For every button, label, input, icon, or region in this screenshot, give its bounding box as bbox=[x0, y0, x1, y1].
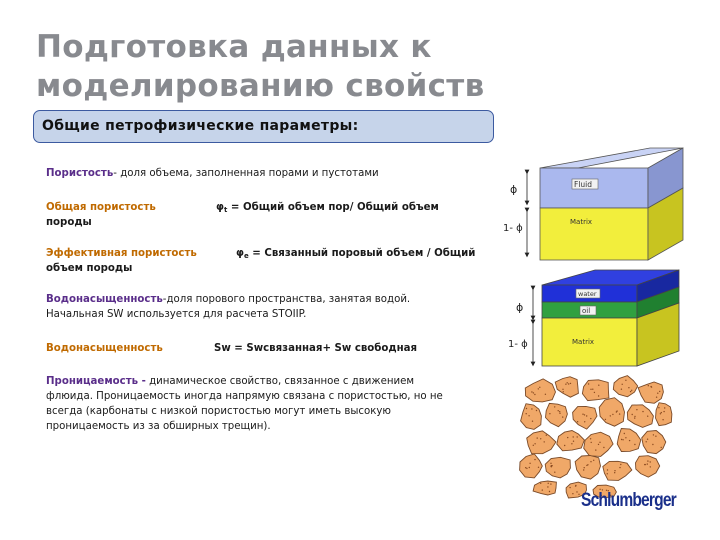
grain-speckle bbox=[559, 411, 560, 412]
grain-speckle bbox=[526, 408, 527, 409]
grain-speckle bbox=[591, 442, 592, 443]
grain-speckle bbox=[540, 483, 541, 484]
rock-grain bbox=[573, 406, 597, 429]
grain-speckle bbox=[658, 407, 659, 408]
grain-speckle bbox=[647, 463, 648, 464]
grain-speckle bbox=[603, 447, 604, 448]
grain-speckle bbox=[650, 466, 651, 467]
permeability-line: проницаемость из за обширных трещин). bbox=[46, 421, 271, 432]
grain-speckle bbox=[533, 392, 534, 393]
grain-speckle bbox=[529, 467, 530, 468]
grain-speckle bbox=[577, 421, 578, 422]
rock-grain bbox=[575, 456, 600, 480]
grain-speckle bbox=[567, 437, 568, 438]
phi-subscript: e bbox=[243, 252, 249, 260]
grain-speckle bbox=[577, 436, 578, 437]
rock-grain bbox=[555, 377, 578, 398]
grain-speckle bbox=[570, 383, 571, 384]
grain-speckle bbox=[620, 464, 621, 465]
grain-speckle bbox=[657, 393, 658, 394]
grain-speckle bbox=[534, 443, 535, 444]
grain-speckle bbox=[595, 449, 596, 450]
permeability-line: флюида. Проницаемость иногда напрямую связана с пористостью, но не bbox=[46, 391, 443, 402]
grain-speckle bbox=[584, 414, 585, 415]
grain-speckle bbox=[583, 469, 584, 470]
grain-speckle bbox=[526, 413, 527, 414]
rock-grain bbox=[546, 403, 568, 426]
grain-speckle bbox=[632, 414, 633, 415]
phi-subscript: t bbox=[223, 206, 228, 214]
grain-speckle bbox=[663, 411, 664, 412]
grain-speckle bbox=[533, 445, 534, 446]
grain-speckle bbox=[629, 440, 630, 441]
grain-speckle bbox=[656, 397, 657, 398]
grain-speckle bbox=[636, 409, 637, 410]
porosity-text: - доля объема, заполненная порами и пустотами bbox=[113, 168, 379, 179]
grain-speckle bbox=[525, 467, 526, 468]
grain-speckle bbox=[550, 483, 551, 484]
grain-speckle bbox=[531, 408, 532, 409]
grain-speckle bbox=[590, 461, 591, 462]
one-minus-phi-label: 1- ϕ bbox=[508, 339, 528, 350]
grain-speckle bbox=[599, 442, 600, 443]
grain-speckle bbox=[662, 419, 663, 420]
fluid-label: Fluid bbox=[574, 180, 592, 189]
grain-speckle bbox=[532, 421, 533, 422]
grain-speckle bbox=[567, 382, 568, 383]
permeability-text: динамическое свойство, связанное с движением bbox=[145, 376, 415, 387]
grain-speckle bbox=[548, 483, 549, 484]
grain-speckle bbox=[634, 417, 635, 418]
grain-speckle bbox=[590, 418, 591, 419]
rock-grain bbox=[520, 454, 543, 478]
rock-grain bbox=[636, 456, 660, 477]
grain-speckle bbox=[569, 487, 570, 488]
grain-speckle bbox=[590, 438, 591, 439]
grain-speckle bbox=[621, 439, 622, 440]
one-minus-phi-label: 1- ϕ bbox=[503, 223, 523, 234]
rock-grain bbox=[638, 382, 663, 403]
grain-speckle bbox=[634, 416, 635, 417]
grain-speckle bbox=[526, 468, 527, 469]
grain-speckle bbox=[534, 394, 535, 395]
grain-speckle bbox=[571, 443, 572, 444]
grain-speckle bbox=[551, 466, 552, 467]
grain-speckle bbox=[621, 389, 622, 390]
water-saturation-formula-label: Водонасыщенность bbox=[46, 343, 163, 354]
rock-grain bbox=[557, 431, 585, 451]
grain-speckle bbox=[624, 433, 625, 434]
grain-speckle bbox=[622, 439, 623, 440]
water-label: water bbox=[578, 290, 597, 298]
grain-speckle bbox=[645, 464, 646, 465]
grain-speckle bbox=[628, 387, 629, 388]
grain-speckle bbox=[588, 383, 589, 384]
grain-speckle bbox=[647, 460, 648, 461]
grain-speckle bbox=[544, 441, 545, 442]
grain-speckle bbox=[610, 415, 611, 416]
rock-grain bbox=[617, 429, 641, 452]
grain-speckle bbox=[625, 437, 626, 438]
grain-speckle bbox=[648, 385, 649, 386]
grain-speckle bbox=[587, 464, 588, 465]
grain-speckle bbox=[540, 438, 541, 439]
grain-speckle bbox=[538, 388, 539, 389]
matrix-layer bbox=[540, 208, 648, 260]
grain-speckle bbox=[565, 384, 566, 385]
rock-grain bbox=[545, 457, 570, 478]
grain-speckle bbox=[631, 390, 632, 391]
oil-label: oil bbox=[582, 307, 591, 315]
grain-speckle bbox=[563, 391, 564, 392]
porosity-label: Пористость bbox=[46, 168, 114, 179]
schlumberger-logo: Schlumberger bbox=[581, 490, 676, 511]
rock-grain bbox=[599, 398, 624, 427]
grain-speckle bbox=[572, 493, 573, 494]
grain-speckle bbox=[614, 472, 615, 473]
water-saturation-formula: Sw = Swсвязанная+ Sw свободная bbox=[214, 343, 418, 354]
rock-grain bbox=[521, 404, 542, 430]
grain-speckle bbox=[578, 494, 579, 495]
grain-speckle bbox=[646, 441, 647, 442]
grain-speckle bbox=[573, 441, 574, 442]
rock-grain bbox=[627, 405, 653, 428]
grain-speckle bbox=[529, 463, 530, 464]
grain-speckle bbox=[531, 391, 532, 392]
permeability-line: всегда (карбонаты с низкой пористостью могут иметь высокую bbox=[46, 406, 391, 417]
grain-speckle bbox=[598, 385, 599, 386]
grain-speckle bbox=[576, 491, 577, 492]
grain-speckle bbox=[558, 410, 559, 411]
grain-speckle bbox=[655, 436, 656, 437]
grain-speckle bbox=[647, 416, 648, 417]
grain-speckle bbox=[647, 439, 648, 440]
grain-speckle bbox=[652, 444, 653, 445]
grain-speckle bbox=[586, 415, 587, 416]
rock-grains-illustration bbox=[520, 376, 672, 498]
grain-speckle bbox=[598, 444, 599, 445]
grain-speckle bbox=[612, 414, 613, 415]
section-banner: Общие петрофизические параметры: bbox=[33, 110, 494, 143]
formula-text: = Общий объем пор/ Общий объем bbox=[227, 202, 439, 213]
grain-speckle bbox=[630, 391, 631, 392]
grain-speckle bbox=[660, 413, 661, 414]
phi-symbol: φ bbox=[216, 202, 224, 213]
total-porosity-label: Общая пористость bbox=[46, 202, 156, 213]
grain-speckle bbox=[559, 413, 560, 414]
grain-speckle bbox=[534, 459, 535, 460]
grain-speckle bbox=[573, 436, 574, 437]
matrix-label: Matrix bbox=[570, 218, 593, 226]
grain-speckle bbox=[592, 389, 593, 390]
grain-speckle bbox=[616, 411, 617, 412]
effective-porosity-label: Эффективная пористость bbox=[46, 248, 197, 259]
grain-speckle bbox=[590, 389, 591, 390]
grain-speckle bbox=[546, 435, 547, 436]
rock-grain bbox=[613, 376, 637, 397]
rock-grain bbox=[656, 403, 672, 426]
grain-speckle bbox=[582, 414, 583, 415]
grain-speckle bbox=[549, 413, 550, 414]
grain-speckle bbox=[568, 383, 569, 384]
grain-speckle bbox=[651, 386, 652, 387]
grain-speckle bbox=[664, 407, 665, 408]
grain-speckle bbox=[554, 472, 555, 473]
grain-speckle bbox=[619, 467, 620, 468]
grain-speckle bbox=[594, 392, 595, 393]
formula-text: = Связанный поровый объем / Общий bbox=[248, 248, 476, 259]
grain-speckle bbox=[659, 391, 660, 392]
rock-grain bbox=[582, 380, 609, 401]
grain-speckle bbox=[549, 491, 550, 492]
grain-speckle bbox=[539, 387, 540, 388]
grain-speckle bbox=[622, 384, 623, 385]
grain-speckle bbox=[593, 460, 594, 461]
grain-speckle bbox=[536, 410, 537, 411]
water-saturation-label: Водонасыщенность bbox=[46, 294, 163, 305]
phi-label: ϕ bbox=[510, 183, 518, 196]
grain-speckle bbox=[554, 406, 555, 407]
water-saturation-text: -доля порового пространства, занятая водой. bbox=[162, 294, 411, 305]
grain-speckle bbox=[562, 389, 563, 390]
grain-speckle bbox=[614, 470, 615, 471]
grain-speckle bbox=[607, 473, 608, 474]
grain-speckle bbox=[545, 394, 546, 395]
grain-speckle bbox=[584, 467, 585, 468]
grain-speckle bbox=[642, 411, 643, 412]
grain-speckle bbox=[653, 434, 654, 435]
grain-speckle bbox=[650, 461, 651, 462]
grain-speckle bbox=[625, 380, 626, 381]
grain-speckle bbox=[564, 445, 565, 446]
phi-label: ϕ bbox=[516, 301, 524, 314]
grain-speckle bbox=[547, 486, 548, 487]
phi-symbol: φ bbox=[236, 248, 244, 259]
rock-grain bbox=[642, 431, 666, 454]
grain-speckle bbox=[550, 463, 551, 464]
page-title: Подготовка данных к моделированию свойств bbox=[36, 29, 485, 104]
permeability-label: Проницаемость - bbox=[46, 376, 146, 387]
rock-grain bbox=[533, 481, 556, 495]
rock-grain bbox=[525, 379, 555, 402]
grain-speckle bbox=[634, 444, 635, 445]
grain-speckle bbox=[537, 437, 538, 438]
rock-grain bbox=[527, 431, 556, 454]
rock-grain bbox=[603, 461, 632, 480]
grain-speckle bbox=[661, 447, 662, 448]
grain-speckle bbox=[528, 415, 529, 416]
formula-continuation: объем породы bbox=[46, 263, 133, 274]
grain-speckle bbox=[538, 467, 539, 468]
grain-speckle bbox=[598, 395, 599, 396]
porosity-block-diagram bbox=[503, 148, 683, 260]
formula-continuation: породы bbox=[46, 217, 92, 228]
grain-speckle bbox=[607, 469, 608, 470]
grain-speckle bbox=[584, 421, 585, 422]
water-saturation-line2: Начальная SW используется для расчета STOIIP. bbox=[46, 309, 307, 320]
grain-speckle bbox=[661, 412, 662, 413]
grain-speckle bbox=[619, 413, 620, 414]
matrix-label: Matrix bbox=[572, 338, 595, 346]
grain-speckle bbox=[605, 419, 606, 420]
saturation-block-diagram bbox=[508, 270, 679, 366]
grain-speckle bbox=[542, 489, 543, 490]
grain-speckle bbox=[562, 416, 563, 417]
grain-speckle bbox=[575, 485, 576, 486]
